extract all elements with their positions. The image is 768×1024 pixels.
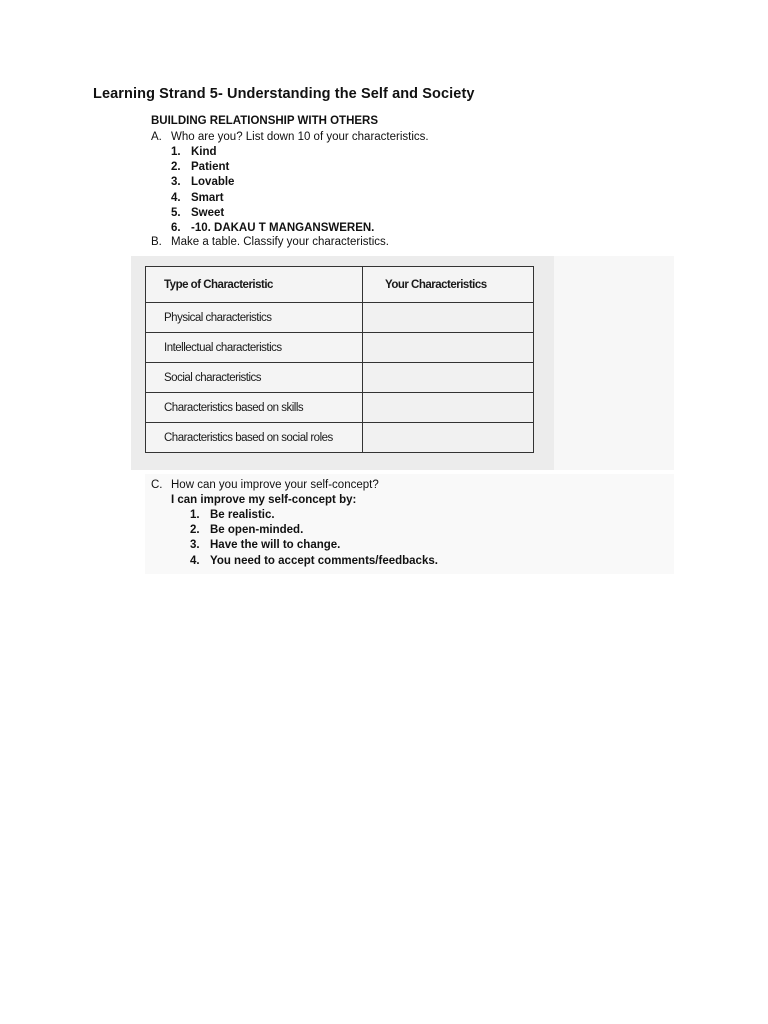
list-item-number: 4. — [171, 191, 181, 204]
section-heading: BUILDING RELATIONSHIP WITH OTHERS — [151, 115, 379, 127]
table-cell-type: Intellectual characteristics — [146, 333, 363, 363]
question-c-text: How can you improve your self-concept? — [171, 479, 379, 491]
list-item-text: You need to accept comments/feedbacks. — [210, 554, 438, 567]
answer-list-c — [190, 508, 438, 569]
characteristics-table — [145, 266, 534, 453]
list-item-text: Kind — [191, 146, 217, 158]
list-item-text: Be open-minded. — [210, 524, 304, 537]
list-item-number: 2. — [171, 161, 181, 174]
table-cell-yours — [363, 363, 534, 393]
list-item-text: -10. DAKAU T MANGANSWEREN. — [191, 221, 375, 234]
list-item-number: 6. — [171, 221, 181, 234]
list-item-number: 3. — [190, 539, 200, 552]
table-header-row — [146, 267, 534, 303]
list-item-text: Smart — [191, 191, 224, 204]
list-item-text: Patient — [191, 161, 230, 174]
list-item — [190, 554, 438, 569]
list-item-text: Lovable — [191, 176, 235, 189]
table-cell-type: Characteristics based on social roles — [146, 423, 363, 453]
list-item — [190, 523, 438, 538]
question-a-letter: A. — [151, 131, 162, 143]
list-item — [171, 221, 374, 236]
list-item-text: Have the will to change. — [210, 539, 341, 552]
table-cell-type: Characteristics based on skills — [146, 393, 363, 423]
list-item — [171, 160, 374, 175]
table-cell-yours — [363, 393, 534, 423]
list-item-text: Sweet — [191, 206, 225, 219]
list-item-number: 1. — [171, 146, 181, 158]
answer-c-intro: I can improve my self-concept by: — [171, 494, 357, 506]
list-item-number: 5. — [171, 206, 181, 219]
table-row — [146, 303, 534, 333]
table-header-yours: Your Characteristics — [363, 267, 534, 303]
list-item-number: 1. — [190, 509, 200, 521]
list-item — [190, 508, 438, 523]
list-item-number: 3. — [171, 176, 181, 189]
question-b — [151, 236, 389, 248]
table-cell-type: Physical characteristics — [146, 303, 363, 333]
answer-list-a — [171, 145, 374, 236]
question-b-letter: B. — [151, 236, 162, 248]
list-item-text: Be realistic. — [210, 509, 275, 521]
table-cell-yours — [363, 333, 534, 363]
list-item-number: 2. — [190, 524, 200, 537]
table-row — [146, 333, 534, 363]
page-title: Learning Strand 5- Understanding the Self and Society — [93, 86, 475, 102]
table-image-margin — [554, 256, 674, 470]
list-item — [171, 145, 374, 160]
list-item-number: 4. — [190, 554, 200, 567]
table-row — [146, 393, 534, 423]
table-cell-yours — [363, 423, 534, 453]
list-item — [190, 538, 438, 553]
table-cell-type: Social characteristics — [146, 363, 363, 393]
question-c-letter: C. — [151, 479, 163, 491]
question-a — [151, 131, 429, 143]
table-header-type: Type of Characteristic — [146, 267, 363, 303]
list-item — [171, 175, 374, 190]
question-b-text: Make a table. Classify your characteristics. — [171, 236, 389, 248]
table-row — [146, 363, 534, 393]
table-row — [146, 423, 534, 453]
list-item — [171, 191, 374, 206]
question-a-text: Who are you? List down 10 of your characteristics. — [171, 131, 429, 143]
table-cell-yours — [363, 303, 534, 333]
list-item — [171, 206, 374, 221]
question-c — [151, 479, 379, 491]
